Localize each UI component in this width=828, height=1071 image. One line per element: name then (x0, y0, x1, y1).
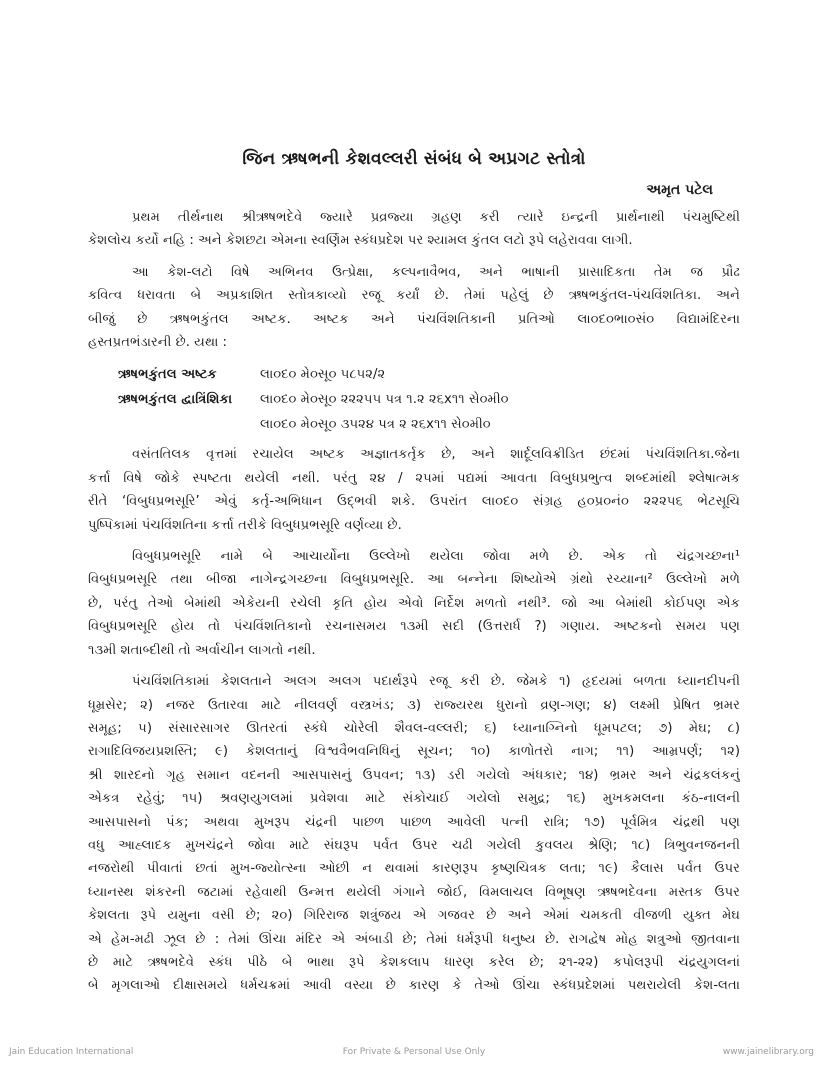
text-line: ૧૩મી શતાબ્દીથી તો અર્વાચીન લાગતો નથી. (88, 642, 316, 658)
manuscript-reference: લા૦દ૦ મે૦સૂ૦ ૨૨૨૫૫ પત્ર ૧.૨ ૨૬x૧૧ સે૦મી૦ (260, 392, 509, 408)
text-line: એ હેમ-મઢી ઝૂલ છે : તેમાં ઊંચા મંદિર એ અંબાડી છે; તેમાં ધર્મરૂપી ધનુષ્ય છે. રાગદ્વેષ મોહ શત્રુઓ જીતવાના (88, 931, 740, 947)
manuscript-entry (118, 387, 740, 412)
manuscript-entry (118, 412, 740, 437)
text-line: છે, પરંતુ તેઓ બેમાંથી એકેયની રચેલી કૃતિ હોય એવો નિર્દેશ મળતો નથી³. જો આ બેમાંથી કોઈપણ એક (88, 595, 740, 611)
text-line: એકત્ર રહેવું; ૧૫) શ્રવણયુગલમાં પ્રવેશવા માટે સંકોચાઈ ગયેલો સમુદ્ર; ૧૬) મુખકમલના કંઠ-નાલની (88, 791, 740, 807)
text-line: પંચવિંશતિકામાં કેશલતાને અલગ અલગ પદાર્થરૂપે રજૂ કરી છે. જેમકે ૧) હૃદયમાં બળતા ધ્યાનદીપની (132, 674, 740, 690)
article-body (88, 206, 740, 1006)
text-line: છે માટે ઋષભદેવે સ્કંધ પીઠે બે ભાથા રૂપે કેશકલાપ ધારણ કરેલ છે; ૨૧-૨૨) કપોલરૂપી ચંદ્રયુગલનાં (88, 954, 740, 970)
text-line: હસ્તપ્રતભંડારની છે. યથા : (88, 335, 227, 351)
text-line: પ્રથમ તીર્થનાથ શ્રીઋષભદેવે જ્યારે પ્રવ્રજ્યા ગ્રહણ કરી ત્યારે ઇન્દ્રની પ્રાર્થનાથી પંચમુષ્ટિથી (132, 210, 740, 225)
text-line: કેશલતા રૂપે યમુના વસી છે; ૨૦) ગિરિરાજ શત્રુંજય એ ગજવર છે અને એમાં ચમકતી વીજળી યુક્ત મેઘ (88, 908, 740, 924)
manuscript-reference: લા૦દ૦ મે૦સૂ૦ ૫૮૫૨/૨ (260, 367, 386, 383)
footer-usage-note: For Private & Personal Use Only (342, 1047, 486, 1057)
paragraph (88, 670, 740, 998)
text-line: વિબુધપ્રભસૂરિ નામે બે આચાર્યોના ઉલ્લેખો થયેલા જોવા મળે છે. એક તો ચંદ્રગચ્છના¹ (132, 549, 740, 565)
text-line: કર્ત્તા વિષે જોકે સ્પષ્ટતા થયેલી નથી. પરંતુ ૨૪ / ૨૫માં પદ્યમાં આવતા વિબુધપ્રભુત્વ શબ્દમાંથી શ્લેષાત્મક (88, 470, 740, 486)
manuscript-list (118, 362, 740, 437)
text-line: બીજું છે ઋષભકુંતલ અષ્ટક. અષ્ટક અને પંચવિંશતિકાની પ્રતિઓ લા૦દ૦ભા૦સં૦ વિદ્યામંદિરના (88, 311, 740, 327)
text-line: નજરોથી પીવાતાં છતાં મુખ-જ્યોત્સ્ના ઓછી ન થવામાં કારણરૂપ કૃષ્ણચિત્રક લતા; ૧૯) કૈલાસ પર્વત ઉપર (88, 861, 740, 877)
paragraph (88, 443, 740, 537)
manuscript-name: ઋષભકુંતલ અષ્ટક (118, 367, 217, 383)
manuscript-entry (118, 362, 740, 387)
text-line: વિબુધપ્રભસૂરિ હોય તો પંચવિંશતિકાનો રચનાસમય ૧૩મી સદી (ઉત્તરાર્ધ ?) ગણાય. અષ્ટકનો સમય પણ (88, 619, 740, 635)
text-line: શ્રી શારદનો ગૃહ સમાન વદનની આસપાસનું ઉપવન; ૧૩) ડરી ગયેલો અંધકાર; ૧૪) ભ્રમર અને ચંદ્રકલંકનું (88, 767, 740, 783)
text-line: પુષ્પિકામાં પંચવિંશતિના કર્ત્તા તરીકે વિબુધપ્રભસૂરિ વર્ણવ્યા છે. (88, 517, 402, 533)
manuscript-reference: લા૦દ૦ મે૦સૂ૦ ૩૫૨૪ પત્ર ૨ ૨૬x૧૧ સે૦મી૦ (260, 417, 491, 433)
text-line: વસંતતિલક વૃત્તમાં રચાયેલ અષ્ટક અજ્ઞાતકર્તૃક છે, અને શાર્દૂલવિક્રીડિત છંદમાં પંચવિંશતિકા.જેના (132, 447, 740, 463)
text-line: ધ્યાનસ્થ શંકરની જટામાં રહેવાથી ઉન્મત્ત થયેલી ગંગાને જોઈ, વિમલાચલ વિભૂષણ ઋષભદેવના મસ્તક ઉપર (88, 884, 740, 900)
text-line: ધૂમ્રસેર; ૨) નજર ઉતારવા માટે નીલવર્ણ વસ્ત્રખંડ; ૩) રાજ્યરથ ધુરાનો વ્રણ-ગણ; ૪) લક્ષ્મી પ્રેષિત ભ્રમર (88, 697, 740, 713)
text-line: સમૂહ; ૫) સંસારસાગર ઊતરતાં સ્કંધે ચોરેલી શૈવલ-વલ્લરી; ૬) ધ્યાનાગ્નિનો ધૂમપટલ; ૭) મેઘ; ૮) (88, 720, 740, 736)
manuscript-name (118, 412, 260, 437)
footer-publisher: Jain Education International (9, 1047, 134, 1057)
text-line: વધુ આહ્લાદક મુખચંદ્રને જોવા માટે સંઘરૂપ પર્વત ઉપર ચઢી ગયેલી કુવલય શ્રેણિ; ૧૮) ત્રિભુવનજનની (88, 837, 740, 853)
text-line: વિબુધપ્રભસૂરિ તથા બીજા નાગેન્દ્રગચ્છના વિબુધપ્રભસૂરિ. આ બન્નેના શિષ્યોએ ગ્રંથો રચ્યાના² ઉલ્લેખો મળે (88, 572, 740, 588)
text-line: આ કેશ-લટો વિષે અભિનવ ઉત્પ્રેક્ષા, કલ્પનાવૈભવ, અને ભાષાની પ્રાસાદિકતા તેમ જ પ્રૌઢ (132, 264, 740, 280)
text-line: કવિત્વ ધરાવતા બે અપ્રકાશિત સ્તોત્રકાવ્યો રજૂ કર્યાં છે. તેમાં પહેલું છે ઋષભકુંતલ-પંચવિંશતિકા. અને (88, 288, 740, 304)
text-line: કેશલોચ કર્યો નહિ : અને કેશછટા એમના સ્વર્ણિમ સ્કંધપ્રદેશ પર શ્યામલ કુંતલ લટો રૂપે લહેરાવવા લાગી. (88, 233, 633, 249)
footer-website-link[interactable]: www.jainelibrary.org (722, 1047, 814, 1057)
text-line: રીતે ‘વિબુધપ્રભસૂરિ’ એવું કર્તૃ-અભિધાન ઉદ્ભવી શકે. ઉપરાંત લા૦દ૦ સંગ્રહ હ૦પ્ર૦નં૦ ૨૨૨૫૬ ભેટસૂચિ (88, 494, 740, 510)
text-line: આસપાસનો પંક; અથવા મુખરૂપ ચંદ્રની પાછળ પાછળ આવેલી પત્ની રાત્રિ; ૧૭) પૂર્વમિત્ર ચંદ્રથી પણ (88, 814, 740, 830)
manuscript-name: ઋષભકુંતલ દ્વાત્રિંશિકા (118, 392, 233, 408)
article-title: જિન ઋષભની કેશવલ્લરી સંબંધ બે અપ્રગટ સ્તોત્રો (242, 149, 586, 169)
paragraph (88, 261, 740, 355)
text-line: રાગાદિવિજયપ્રશસ્તિ; ૯) કેશલતાનું વિશ્વવૈભવનિધિનું સૂચન; ૧૦) કાળોતરો નાગ; ૧૧) આમ્રપર્ણ; ૧૨) (88, 744, 740, 760)
text-line: બે મૃગલાઓ દીક્ષાસમયે ધર્મચક્રમાં આવી વસ્યા છે કારણ કે તેઓ ઊંચા સ્કંધપ્રદેશમાં પથરાયેલી કેશ-લતા (88, 978, 740, 994)
paragraph (88, 545, 740, 662)
article-author: અમૃત પટેલ (646, 182, 713, 198)
paragraph (88, 206, 740, 253)
